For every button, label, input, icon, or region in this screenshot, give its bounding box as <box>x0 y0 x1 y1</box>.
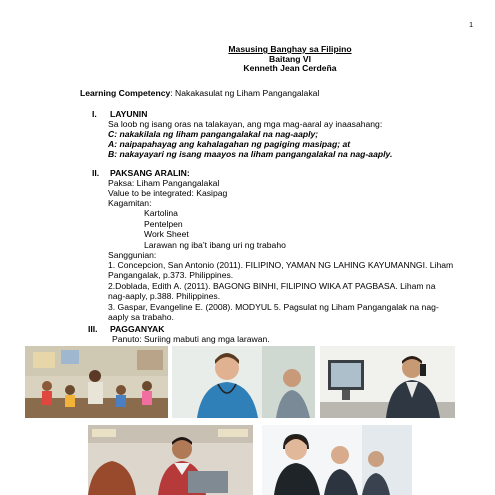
section-number: III. <box>88 324 98 334</box>
page-number: 1 <box>469 22 473 29</box>
nurse-photo <box>172 346 315 418</box>
reference-line: 1. Concepcion, San Antonio (2011). FILIPINO, YAMAN NG LAHING KAYUMANNGI. Liham <box>108 260 454 270</box>
paksa-line: Paksa: Liham Pangangalakal <box>108 178 220 188</box>
reference-line: nag-aaply, p.388. Philippines. <box>108 291 221 301</box>
kagamitan-label: Kagamitan: <box>108 198 152 208</box>
grade-level: Baitang VI <box>268 53 312 64</box>
competency-label: Learning Competency <box>80 88 171 98</box>
author-name: Kenneth Jean Cerdeña <box>243 63 337 74</box>
section-title: PAGGANYAK <box>110 324 165 334</box>
sanggunian-label: Sanggunian: <box>108 250 157 260</box>
objective-cognitive: C: nakakilala ng liham pangangalakal na nag-aaply; <box>108 129 319 139</box>
section-number: I. <box>92 109 97 119</box>
call-center-photo <box>262 425 412 495</box>
office-worker-photo <box>320 346 455 418</box>
reference-line: 3. Gaspar, Evangeline E. (2008). MODYUL 5. Pagsulat ng Liham Pangangalak na nag- <box>108 302 439 312</box>
material-item: Pentelpen <box>144 219 183 229</box>
objective-affective: A: naipapahayag ang kahalagahan ng pagiging masipag; at <box>108 139 351 149</box>
section-title: LAYUNIN <box>110 109 148 119</box>
cashier-photo <box>88 425 253 495</box>
document-title: Masusing Banghay sa Filipino <box>228 44 352 54</box>
section-number: II. <box>92 168 100 178</box>
value-line: Value to be integrated: Kasipag <box>108 188 228 198</box>
material-item: Work Sheet <box>144 229 189 239</box>
pagganyak-instruction: Panuto: Suriing mabuti ang mga larawan. <box>112 334 270 344</box>
reference-line: aaply sa trabaho. <box>108 312 174 322</box>
competency-text: : Nakakasulat ng Liham Pangangalakal <box>170 88 320 98</box>
document-header <box>200 45 380 74</box>
reference-line: 2.Doblada, Edith A. (2011). BAGONG BINHI, FILIPINO WIKA AT PAGBASA. Liham na <box>108 281 436 291</box>
material-item: Larawan ng iba’t ibang uri ng trabaho <box>144 240 286 250</box>
teacher-classroom-photo <box>25 346 168 418</box>
section-title: PAKSANG ARALIN: <box>110 168 190 178</box>
learning-competency <box>80 88 319 98</box>
reference-line: Pangangalak, p.373. Philippines. <box>108 270 234 280</box>
objective-behavioral: B: nakayayari ng isang maayos na liham pangangalakal na nag-aaply. <box>108 149 393 159</box>
layunin-intro: Sa loob ng isang oras na talakayan, ang mga mag-aaral ay inaasahang: <box>108 119 383 129</box>
material-item: Kartolina <box>144 208 178 218</box>
